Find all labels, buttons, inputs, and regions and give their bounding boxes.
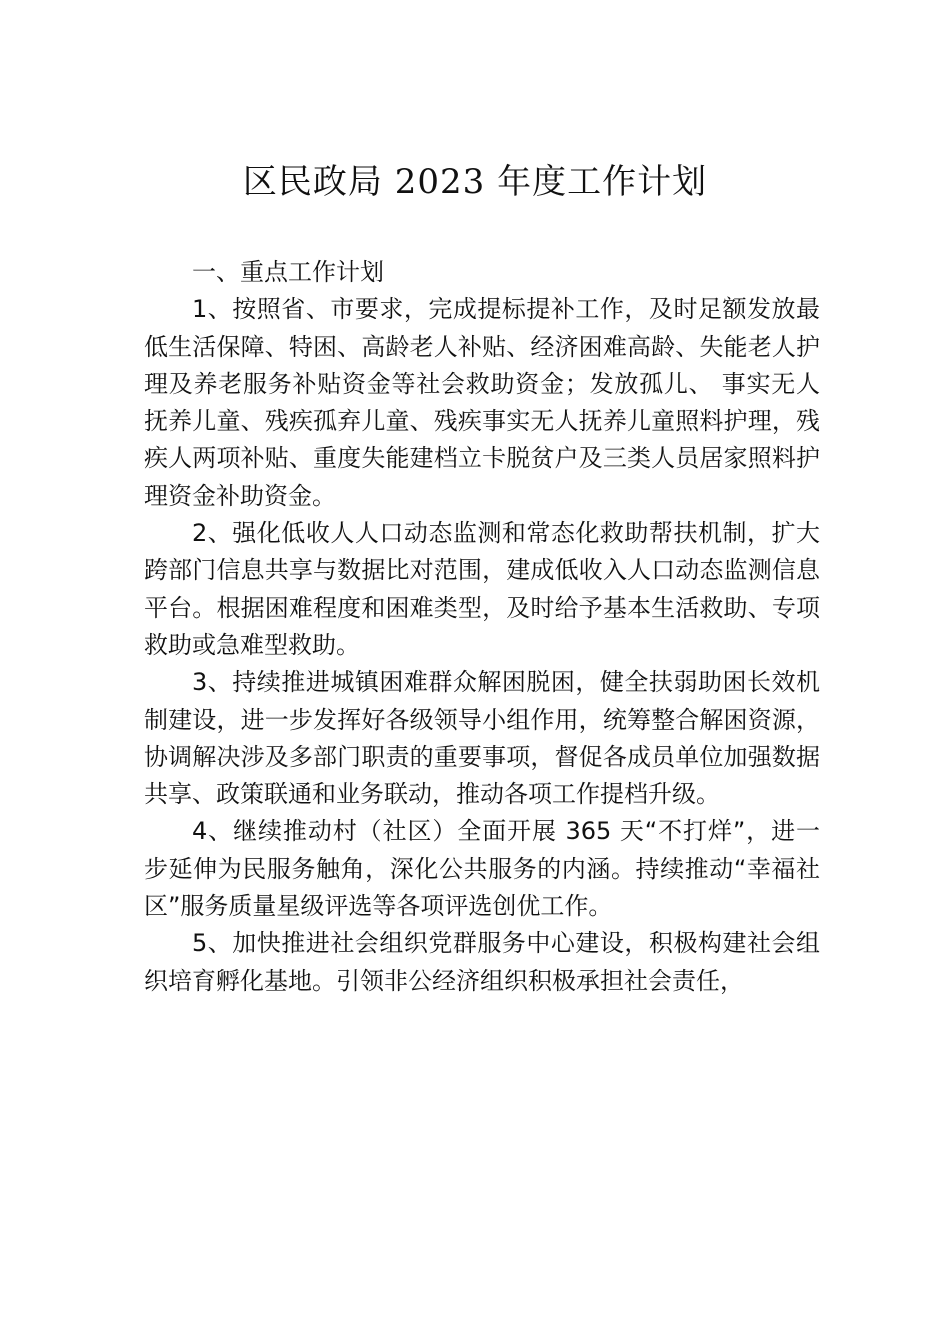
section-heading: 一、重点工作计划	[192, 258, 384, 286]
paragraph-2: 2、强化低收人人口动态监测和常态化救助帮扶机制，扩大跨部门信息共享与数据比对范围，建成低收入人口动态监测信息平台。根据困难程度和困难类型，及时给予基本生活救助、专项救助或急难型救助。	[144, 519, 820, 659]
paragraph-4: 4、继续推动村（社区）全面开展 365 天“不打烊”，进一步延伸为民服务触角，深化公共服务的内涵。持续推动“幸福社区”服务质量星级评选等各项评选创优工作。	[144, 817, 820, 921]
document-title: 区民政局 2023 年度工作计划	[242, 162, 708, 202]
paragraph-1: 1、按照省、市要求，完成提标提补工作，及时足额发放最低生活保障、特困、高龄老人补贴、经济困难高龄、失能老人护理及养老服务补贴资金等社会救助资金；发放孤儿、 事实无人抚养儿童、残疾孤弃儿童、残疾事实无人抚养儿童照料护理，残疾人两项补贴、重度失能建档立卡脱贫户及三类人员居家照料护理资金补助资金。	[144, 295, 820, 510]
paragraph-3: 3、持续推进城镇困难群众解困脱困，健全扶弱助困长效机制建设，进一步发挥好各级领导小组作用，统筹整合解困资源，协调解决涉及多部门职责的重要事项，督促各成员单位加强数据共享、政策联通和业务联动，推动各项工作提档升级。	[144, 668, 820, 809]
document-body	[144, 254, 820, 1000]
paragraph-5: 5、加快推进社会组织党群服务中心建设，积极构建社会组织培育孵化基地。引领非公经济组织积极承担社会责任，	[144, 929, 820, 995]
